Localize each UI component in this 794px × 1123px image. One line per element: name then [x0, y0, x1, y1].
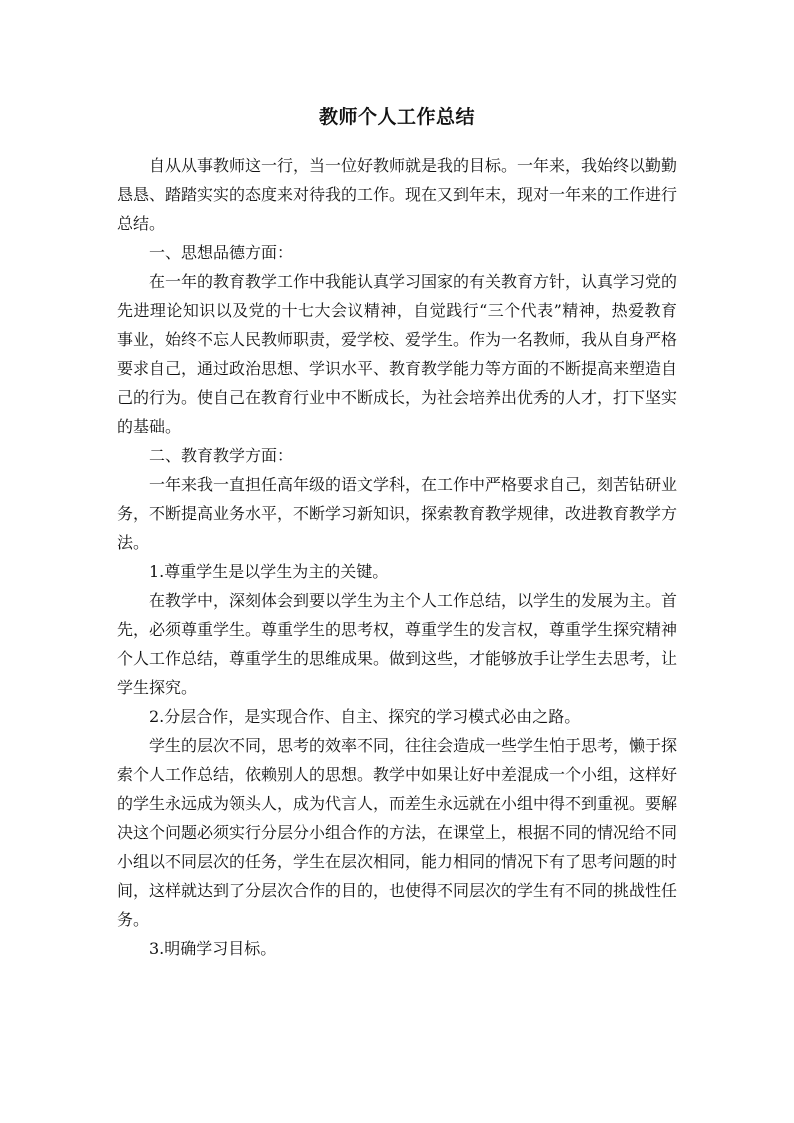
subheading-layered-cooperation: 2.分层合作，是实现合作、自主、探究的学习模式必由之路。	[149, 707, 581, 726]
teaching-paragraph: 一年来我一直担任高年级的语文学科，在工作中严格要求自己，刻苦钻研业务，不断提高业务水平，不断学习新知识，探索教育教学规律，改进教育教学方法。	[117, 475, 678, 552]
section-heading-teaching: 二、教育教学方面：	[149, 446, 294, 465]
document-title: 教师个人工作总结	[318, 106, 475, 128]
section-heading-moral: 一、思想品德方面：	[149, 243, 294, 262]
layered-cooperation-paragraph: 学生的层次不同，思考的效率不同，往往会造成一些学生怕于思考，懒于探索个人工作总结，依赖别人的思想。教学中如果让好中差混成一个小组，这样好的学生永远成为领头人，成为代言人，而差生永远就在小组中得不到重视。要解决这个问题必须实行分层分小组合作的方法，在课堂上，根据不同的情况给不同小组以不同层次的任务，学生在层次相同，能力相同的情况下有了思考问题的时间，这样就达到了分层次合作的目的，也使得不同层次的学生有不同的挑战性任务。	[117, 736, 678, 929]
intro-paragraph: 自从从事教师这一行，当一位好教师就是我的目标。一年来，我始终以勤勤恳恳、踏踏实实的态度来对待我的工作。现在又到年末，现对一年来的工作进行总结。	[117, 156, 678, 233]
document-body	[117, 103, 677, 963]
subheading-learning-goals: 3.明确学习目标。	[149, 939, 277, 958]
moral-paragraph: 在一年的教育教学工作中我能认真学习国家的有关教育方针，认真学习党的先进理论知识以及党的十七大会议精神，自觉践行“三个代表”精神，热爱教育事业，始终不忘人民教师职责，爱学校、爱学生。作为一名教师，我从自身严格要求自己，通过政治思想、学识水平、教育教学能力等方面的不断提高来塑造自己的行为。使自己在教育行业中不断成长，为社会培养出优秀的人才，打下坚实的基础。	[117, 272, 678, 436]
respect-students-paragraph: 在教学中，深刻体会到要以学生为主个人工作总结，以学生的发展为主。首先，必须尊重学生。尊重学生的思考权，尊重学生的发言权，尊重学生探究精神个人工作总结，尊重学生的思维成果。做到这些，才能够放手让学生去思考，让学生探究。	[117, 591, 678, 697]
subheading-respect-students: 1.尊重学生是以学生为主的关键。	[149, 562, 389, 581]
